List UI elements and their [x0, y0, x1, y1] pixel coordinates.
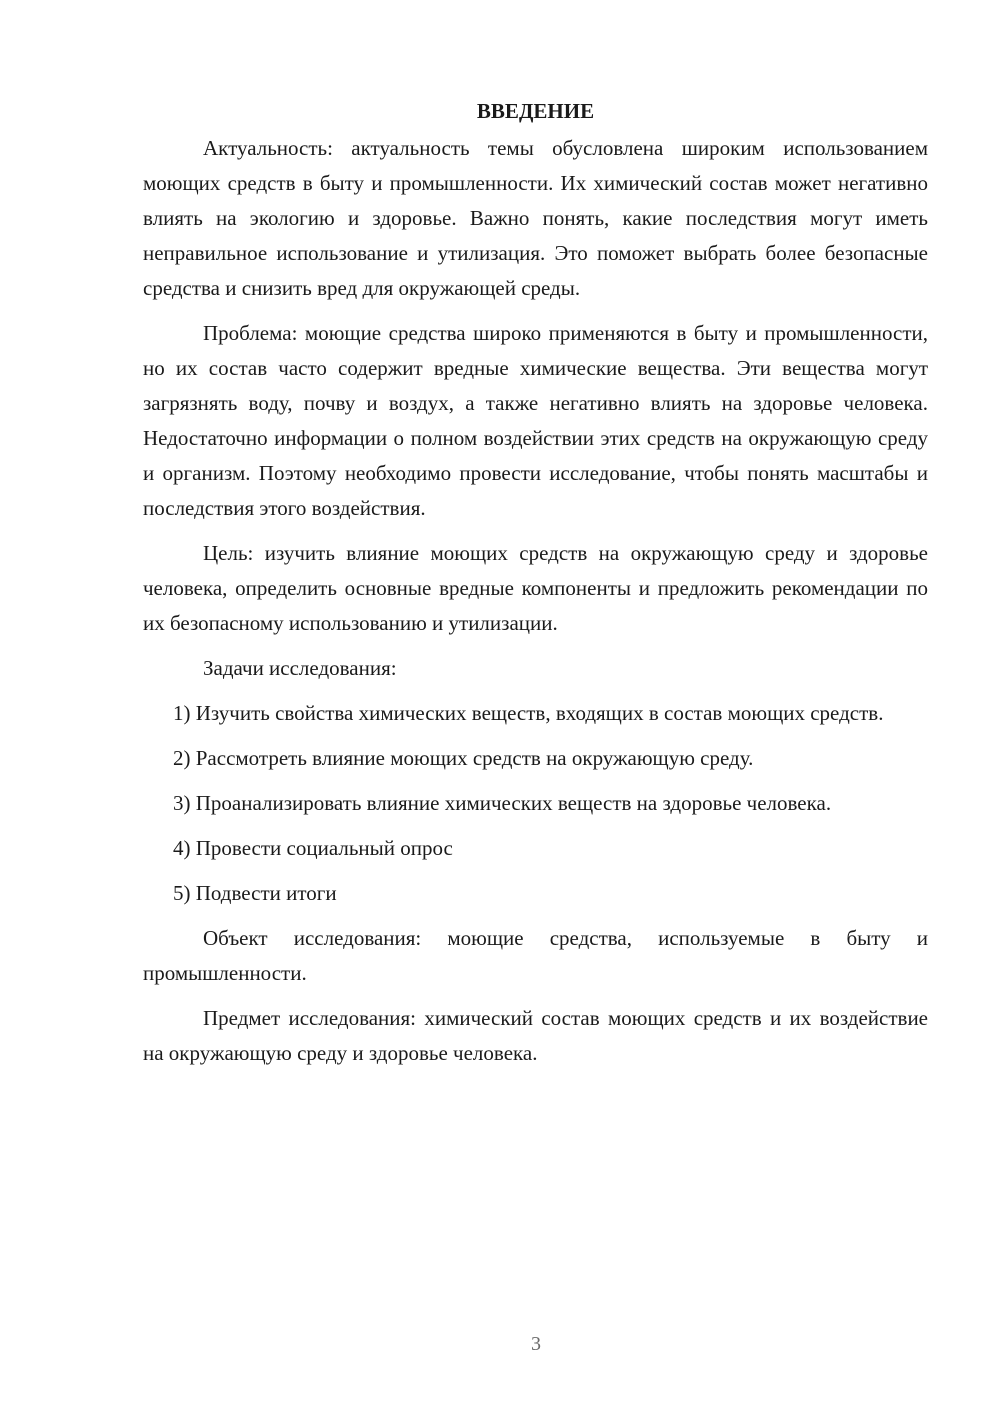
document-page [143, 94, 928, 1081]
task-item-1: 1) Изучить свойства химических веществ, входящих в состав моющих средств. [173, 701, 884, 725]
goal-paragraph: Цель: изучить влияние моющих средств на окружающую среду и здоровье человека, определить основные вредные компоненты и предложить рекомендации по их безопасному использованию и утилизации. [143, 541, 928, 635]
task-item-3: 3) Проанализировать влияние химических веществ на здоровье человека. [173, 791, 832, 815]
tasks-list [143, 696, 928, 911]
object-paragraph: Объект исследования: моющие средства, используемые в быту и промышленности. [143, 926, 928, 985]
subject-paragraph: Предмет исследования: химический состав моющих средств и их воздействие на окружающую среду и здоровье человека. [143, 1006, 928, 1065]
page-title: ВВЕДЕНИЕ [476, 99, 595, 123]
tasks-title: Задачи исследования: [203, 656, 397, 680]
problem-paragraph: Проблема: моющие средства широко применяются в быту и промышленности, но их состав часто содержит вредные химические вещества. Эти вещества могут загрязнять воду, почву и воздух, а также негативно влиять на здоровье человека. Недостаточно информации о полном воздействии этих средств на окружающую среду и организм. Поэтому необходимо провести исследование, чтобы понять масштабы и последствия этого воздействия. [143, 321, 928, 520]
task-item-2: 2) Рассмотреть влияние моющих средств на окружающую среду. [173, 746, 754, 770]
task-item-4: 4) Провести социальный опрос [173, 836, 453, 860]
page-number: 3 [531, 1333, 541, 1355]
task-item-5: 5) Подвести итоги [173, 881, 337, 905]
relevance-paragraph: Актуальность: актуальность темы обусловлена широким использованием моющих средств в быту и промышленности. Их химический состав может негативно влиять на экологию и здоровье. Важно понять, какие последствия могут иметь неправильное использование и утилизация. Это поможет выбрать более безопасные средства и снизить вред для окружающей среды. [143, 136, 928, 300]
